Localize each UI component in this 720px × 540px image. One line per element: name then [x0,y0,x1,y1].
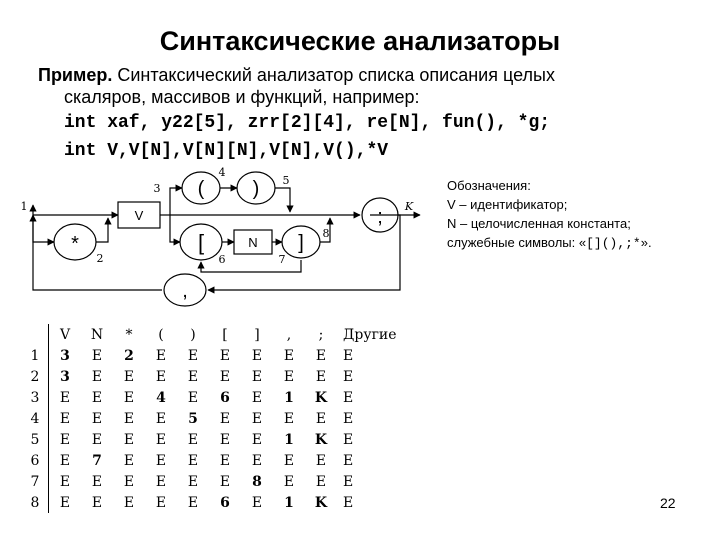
state-label-1: 1 [20,200,28,213]
table-cell: E [91,368,103,385]
table-cell: E [59,494,71,511]
table-cell: 6 [220,494,230,511]
col-header-rbracket: ] [254,326,260,343]
state-label-8: 8 [322,227,330,240]
table-cell: E [155,368,167,385]
row-number: 7 [22,471,49,492]
state-label-5: 5 [282,174,290,187]
table-cell: E [187,368,199,385]
node-rparen-label: ) [252,178,260,200]
table-cell: K [314,494,328,511]
table-cell: E [283,347,295,364]
table-cell: E [219,473,231,490]
table-cell: E [59,389,71,406]
node-semicolon-label: ; [377,206,383,228]
table-cell: E [123,494,135,511]
table-cell: 1 [284,494,294,511]
node-lbracket-label: [ [197,230,205,255]
col-header-other: Другие [343,326,397,343]
state-label-7: 7 [278,253,286,266]
node-V-label: V [134,208,144,223]
table-cell: E [91,431,103,448]
state-label-3: 3 [153,182,161,195]
table-cell: E [343,389,354,406]
table-cell: E [343,473,354,490]
intro-label: Пример. [38,65,113,85]
legend-v-definition: V – идентификатор; [447,197,568,212]
transition-table [22,324,414,513]
table-row [22,450,413,471]
table-cell: E [343,452,354,469]
table-cell: E [155,452,167,469]
col-header-semicolon: ; [318,326,324,343]
node-lparen-label: ( [197,178,205,200]
table-cell: E [187,452,199,469]
table-cell: E [59,410,71,427]
row-number: 3 [22,387,49,408]
table-cell: 8 [252,473,262,490]
table-cell: 4 [156,389,166,406]
slide-title: Синтаксические анализаторы [159,26,561,56]
table-cell: E [91,347,103,364]
table-cell: E [219,410,231,427]
table-cell: E [155,347,167,364]
table-cell: E [59,452,71,469]
row-number: 6 [22,450,49,471]
table-cell: E [91,410,103,427]
table-cell: E [283,410,295,427]
col-header-comma: , [286,326,292,343]
table-cell: E [343,494,354,511]
table-cell: 7 [92,452,102,469]
table-cell: E [155,473,167,490]
table-cell: E [123,389,135,406]
table-cell: E [219,431,231,448]
table-row [22,408,413,429]
table-cell: E [251,494,263,511]
table-cell: E [187,431,199,448]
node-star-label: * [71,233,79,255]
table-cell: E [315,347,327,364]
table-row [22,471,413,492]
page-number: 22 [660,495,676,511]
table-cell: 3 [60,368,70,385]
table-cell: E [187,347,199,364]
legend-service-symbols: служебные символы: «[](),;*». [447,235,652,251]
table-row [22,387,413,408]
intro-text-1: Синтаксический анализатор списка описания целых [112,65,555,85]
legend-heading: Обозначения: [447,178,531,193]
code-example-1: int xaf, y22[5], zrr[2][4], re[N], fun(), *g; [64,113,551,133]
table-cell: E [343,347,354,364]
node-N-label: N [248,235,258,250]
table-cell: K [314,431,328,448]
legend [447,176,712,253]
table-cell: E [219,347,231,364]
table-cell: E [315,368,327,385]
state-label-4: 4 [218,166,226,179]
col-header-rparen: ) [190,326,196,343]
table-row [22,345,413,366]
table-cell: E [91,494,103,511]
table-cell: E [59,473,71,490]
state-label-6: 6 [218,253,226,266]
table-cell: E [315,452,327,469]
table-cell: 6 [220,389,230,406]
node-comma-label: , [182,280,188,302]
table-row [22,492,413,513]
table-header-row [22,324,413,345]
table-cell: E [91,473,103,490]
col-header-lbracket: [ [222,326,228,343]
node-rbracket-label: ] [298,232,304,254]
table-cell: E [187,389,199,406]
table-cell: E [123,452,135,469]
col-header-V: V [59,326,71,343]
table-cell: E [315,410,327,427]
table-cell: E [187,494,199,511]
col-header-star: * [125,326,133,343]
table-cell: E [315,473,327,490]
intro-text-2: скаляров, массивов и функций, например: [64,87,420,107]
table-row [22,366,413,387]
table-cell: E [283,473,295,490]
row-number: 2 [22,366,49,387]
table-cell: E [251,452,263,469]
row-number: 5 [22,429,49,450]
row-number: 4 [22,408,49,429]
table-cell: E [187,473,199,490]
table-cell: E [343,368,354,385]
table-cell: E [251,410,263,427]
table-cell: E [155,431,167,448]
table-cell: E [219,368,231,385]
table-cell: E [123,431,135,448]
row-number: 8 [22,492,49,513]
code-example-2: int V,V[N],V[N][N],V[N],V(),*V [64,141,389,161]
table-cell: K [314,389,328,406]
table-cell: E [123,368,135,385]
table-cell: E [251,431,263,448]
table-cell: E [155,494,167,511]
col-header-N: N [90,326,104,343]
col-header-lparen: ( [158,326,164,343]
table-cell: 5 [188,410,198,427]
table-cell: E [283,452,295,469]
intro-paragraph [38,64,698,108]
table-cell: E [251,368,263,385]
table-cell: E [343,410,354,427]
table-cell: E [283,368,295,385]
table-cell: 2 [124,347,134,364]
table-cell: E [343,431,354,448]
row-number: 1 [22,345,49,366]
table-cell: E [123,473,135,490]
table-cell: E [59,431,71,448]
table-cell: E [123,410,135,427]
legend-n-definition: N – целочисленная константа; [447,216,631,231]
table-cell: E [91,389,103,406]
table-cell: 1 [284,431,294,448]
state-label-K: K [404,200,414,213]
table-cell: E [251,347,263,364]
table-cell: E [251,389,263,406]
table-row [22,429,413,450]
table-cell: E [155,410,167,427]
table-cell: 1 [284,389,294,406]
state-label-2: 2 [96,252,104,265]
table-cell: E [219,452,231,469]
table-cell: 3 [60,347,70,364]
